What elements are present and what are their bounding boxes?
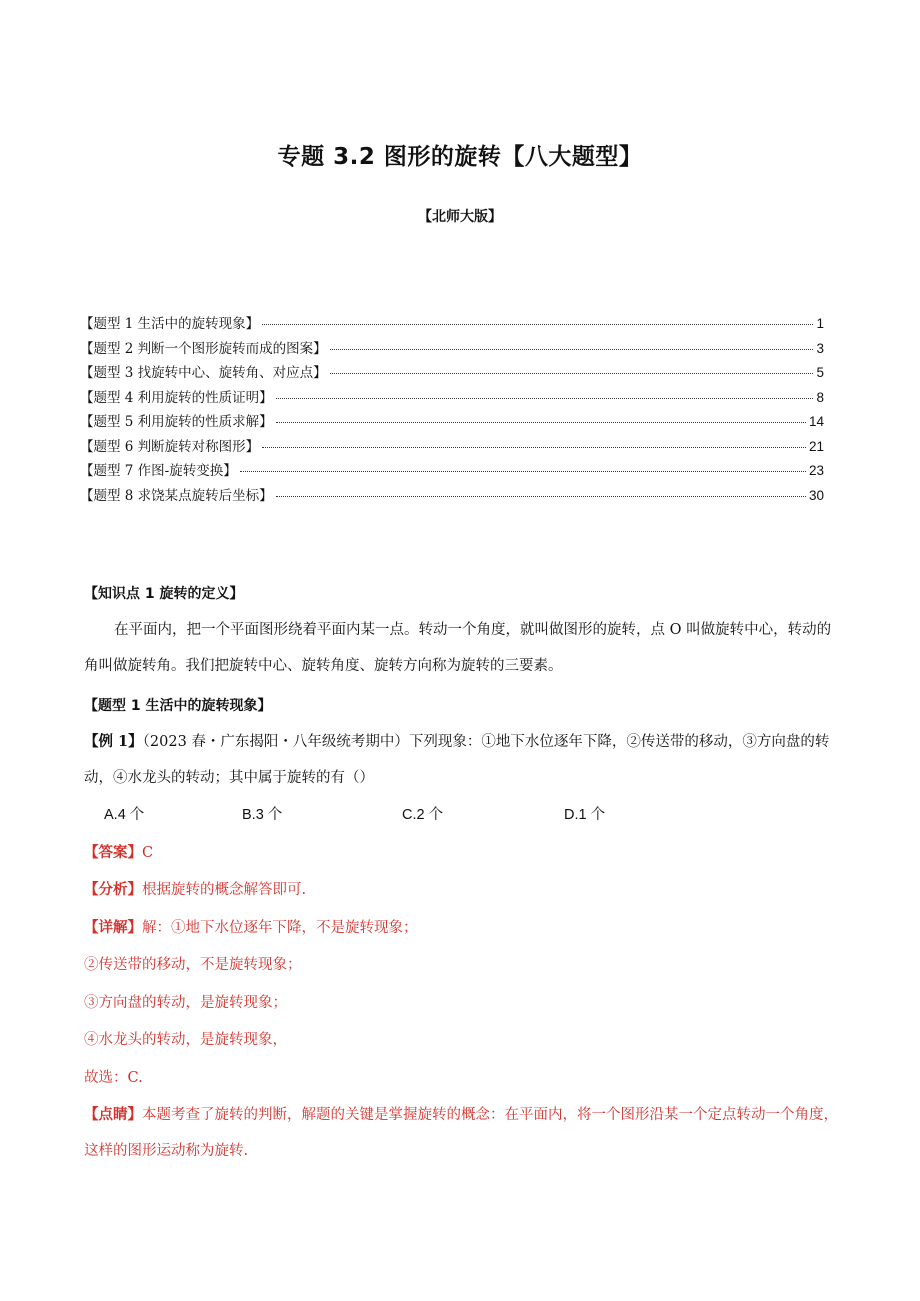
detail-label: 【详解】 xyxy=(84,919,142,936)
toc-item-label: 【题型 3 找旋转中心、旋转角、对应点】 xyxy=(80,365,327,381)
answer-label: 【答案】 xyxy=(84,844,142,861)
toc-page-number: 5 xyxy=(816,365,824,380)
type1-heading: 【题型 1 生活中的旋转现象】 xyxy=(84,698,272,714)
knowledge-heading: 【知识点 1 旋转的定义】 xyxy=(84,586,244,602)
toc-leader-dots xyxy=(330,373,814,374)
option-d: D.1 个 xyxy=(564,807,606,823)
toc-item-label: 【题型 5 利用旋转的性质求解】 xyxy=(80,414,273,430)
toc-item-4[interactable] xyxy=(80,386,824,411)
toc-leader-dots xyxy=(262,447,806,448)
example-1 xyxy=(84,724,842,796)
analysis-text: 根据旋转的概念解答即可. xyxy=(142,882,307,898)
answer-line xyxy=(84,835,842,871)
toc-item-1[interactable] xyxy=(80,312,824,337)
toc-leader-dots xyxy=(276,422,806,423)
toc-item-label: 【题型 4 利用旋转的性质证明】 xyxy=(80,389,273,406)
toc-page-number: 1 xyxy=(816,316,824,331)
detail-text: 解：①地下水位逐年下降，不是旋转现象； xyxy=(142,920,418,936)
toc-item-6[interactable] xyxy=(80,435,824,460)
toc-leader-dots xyxy=(330,349,814,350)
option-c: C.2 个 xyxy=(402,807,444,823)
toc-leader-dots xyxy=(262,324,813,325)
toc-page-number: 23 xyxy=(808,463,824,478)
edition-label: 【北师大版】 xyxy=(418,209,502,225)
toc-item-2[interactable] xyxy=(80,337,824,362)
toc-item-label: 【题型 1 生活中的旋转现象】 xyxy=(80,316,260,332)
toc-item-label: 【题型 8 求饶某点旋转后坐标】 xyxy=(80,487,273,504)
toc-item-7[interactable] xyxy=(80,459,824,484)
toc-item-label: 【题型 7 作图-旋转变换】 xyxy=(80,463,237,479)
answer-value: C xyxy=(142,845,154,861)
toc-item-8[interactable] xyxy=(80,484,824,509)
example-text: （2023 春・广东揭阳・八年级统考期中）下列现象：①地下水位逐年下降，②传送带的移动，③方向盘的转动，④水龙头的转动；其中属于旋转的有（） xyxy=(84,734,830,786)
comment-text: 本题考查了旋转的判断，解题的关键是掌握旋转的概念：在平面内，将一个图形沿某一个定点转动一个角度，这样的图形运动称为旋转. xyxy=(84,1107,838,1159)
analysis-label: 【分析】 xyxy=(84,881,142,898)
knowledge-text: 在平面内，把一个平面图形绕着平面内某一点。转动一个角度，就叫做图形的旋转，点 O 叫做旋转中心，转动的角叫做旋转角。我们把旋转中心、旋转角度、旋转方向称为旋转的三要素。 xyxy=(84,622,832,674)
toc-leader-dots xyxy=(276,496,806,497)
detail-line: ③方向盘的转动，是旋转现象； xyxy=(84,995,287,1011)
option-a: A.4 个 xyxy=(104,807,145,823)
toc-page-number: 14 xyxy=(808,414,824,429)
detail-line: ②传送带的移动，不是旋转现象； xyxy=(84,957,302,973)
toc-item-label: 【题型 6 判断旋转对称图形】 xyxy=(80,438,260,455)
toc-page-number: 30 xyxy=(808,487,824,503)
toc-item-label: 【题型 2 判断一个图形旋转而成的图案】 xyxy=(80,340,327,357)
toc-page-number: 3 xyxy=(816,340,824,356)
toc-leader-dots xyxy=(276,398,814,399)
toc-page-number: 8 xyxy=(816,389,824,405)
table-of-contents xyxy=(80,312,824,508)
toc-item-5[interactable] xyxy=(80,410,824,435)
toc-item-3[interactable] xyxy=(80,361,824,386)
detail-line xyxy=(84,910,842,946)
detail-line: ④水龙头的转动，是旋转现象， xyxy=(84,1032,287,1048)
toc-page-number: 21 xyxy=(808,438,824,454)
option-b: B.3 个 xyxy=(242,807,283,823)
example-label: 【例 1】 xyxy=(84,733,143,750)
comment-label: 【点睛】 xyxy=(84,1106,142,1123)
toc-leader-dots xyxy=(240,471,806,472)
comment-line xyxy=(84,1097,842,1169)
analysis-line xyxy=(84,872,842,908)
page-title: 专题 3.2 图形的旋转【八大题型】 xyxy=(277,144,643,170)
detail-line: 故选：C. xyxy=(84,1070,143,1086)
